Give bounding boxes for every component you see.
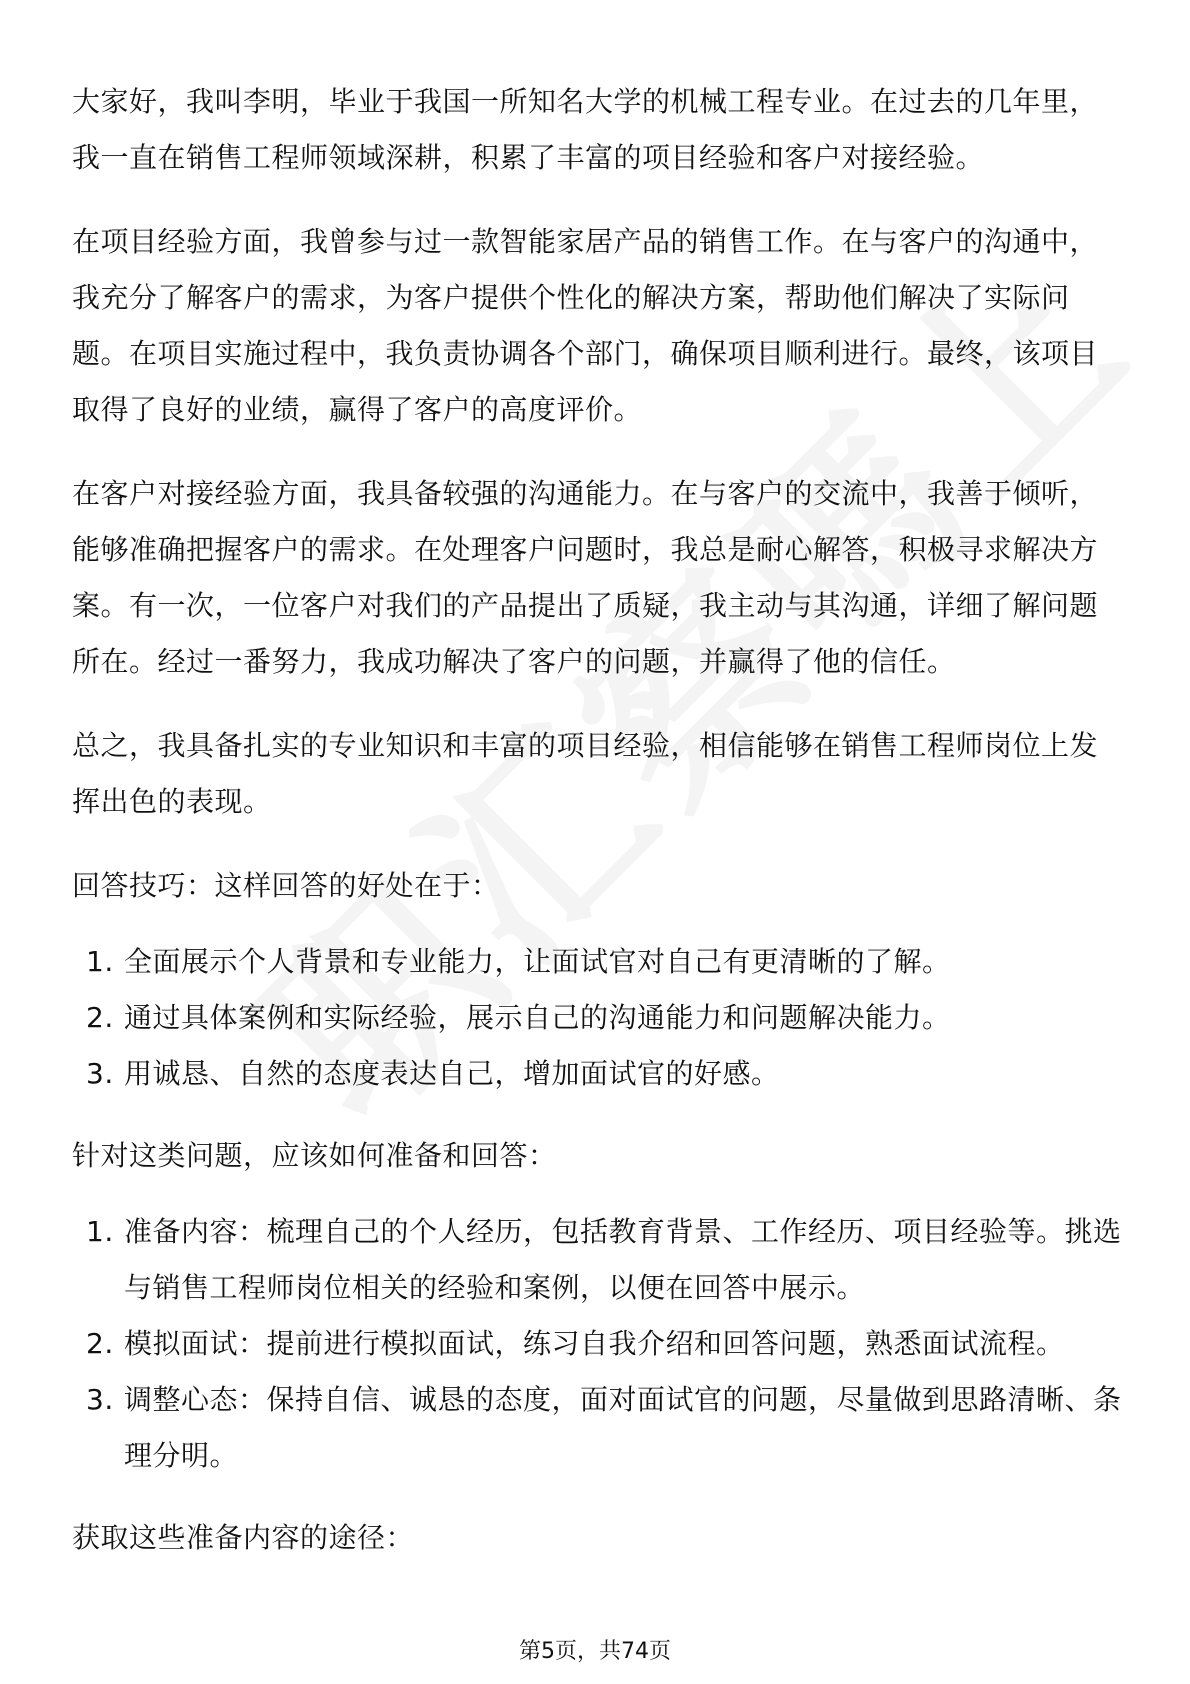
- paragraph-intro: 大家好，我叫李明，毕业于我国一所知名大学的机械工程专业。在过去的几年里，我一直在销售工程师领域深耕，积累了丰富的项目经验和客户对接经验。: [72, 85, 1099, 174]
- page-number-footer: 第5页，共74页: [519, 1639, 671, 1664]
- list-item-text: 用诚恳、自然的态度表达自己，增加面试官的好感。: [124, 1057, 780, 1090]
- document-body: [72, 74, 1122, 1586]
- list-item-text: 准备内容：梳理自己的个人经历，包括教育背景、工作经历、项目经验等。挑选与销售工程师岗位相关的经验和案例，以便在回答中展示。: [124, 1215, 1122, 1304]
- paragraph-summary: 总之，我具备扎实的专业知识和丰富的项目经验，相信能够在销售工程师岗位上发挥出色的表现。: [72, 729, 1099, 818]
- list-item-text: 模拟面试：提前进行模拟面试，练习自我介绍和回答问题，熟悉面试流程。: [124, 1327, 1065, 1360]
- list-item: [72, 1316, 1122, 1372]
- prepare-heading: 针对这类问题，应该如何准备和回答：: [72, 1139, 557, 1172]
- sources-heading: 获取这些准备内容的途径：: [72, 1521, 415, 1554]
- list-item: [72, 1204, 1122, 1316]
- list-item-text: 全面展示个人背景和专业能力，让面试官对自己有更清晰的了解。: [124, 945, 951, 978]
- list-item-text: 调整心态：保持自信、诚恳的态度，面对面试官的问题，尽量做到思路清晰、条理分明。: [124, 1383, 1122, 1472]
- list-item: [72, 990, 1122, 1046]
- paragraph-client-experience: 在客户对接经验方面，我具备较强的沟通能力。在与客户的交流中，我善于倾听，能够准确把握客户的需求。在处理客户问题时，我总是耐心解答，积极寻求解决方案。有一次，一位客户对我们的产品提出了质疑，我主动与其沟通，详细了解问题所在。经过一番努力，我成功解决了客户的问题，并赢得了他的信任。: [72, 477, 1099, 678]
- tips-list: [72, 934, 1122, 1102]
- list-item-number: 3.: [86, 1057, 114, 1090]
- list-item-number: 2.: [86, 1327, 114, 1360]
- list-item-number: 1.: [86, 945, 114, 978]
- list-item: [72, 1372, 1122, 1484]
- list-item-number: 1.: [86, 1215, 114, 1248]
- list-item: [72, 1046, 1122, 1102]
- paragraph-project-experience: 在项目经验方面，我曾参与过一款智能家居产品的销售工作。在与客户的沟通中，我充分了解客户的需求，为客户提供个性化的解决方案，帮助他们解决了实际问题。在项目实施过程中，我负责协调各个部门，确保项目顺利进行。最终，该项目取得了良好的业绩，赢得了客户的高度评价。: [72, 225, 1099, 426]
- list-item-number: 3.: [86, 1383, 114, 1416]
- prepare-list: [72, 1204, 1122, 1484]
- list-item: [72, 934, 1122, 990]
- list-item-text: 通过具体案例和实际经验，展示自己的沟通能力和问题解决能力。: [124, 1001, 951, 1034]
- list-item-number: 2.: [86, 1001, 114, 1034]
- tips-heading: 回答技巧：这样回答的好处在于：: [72, 869, 500, 902]
